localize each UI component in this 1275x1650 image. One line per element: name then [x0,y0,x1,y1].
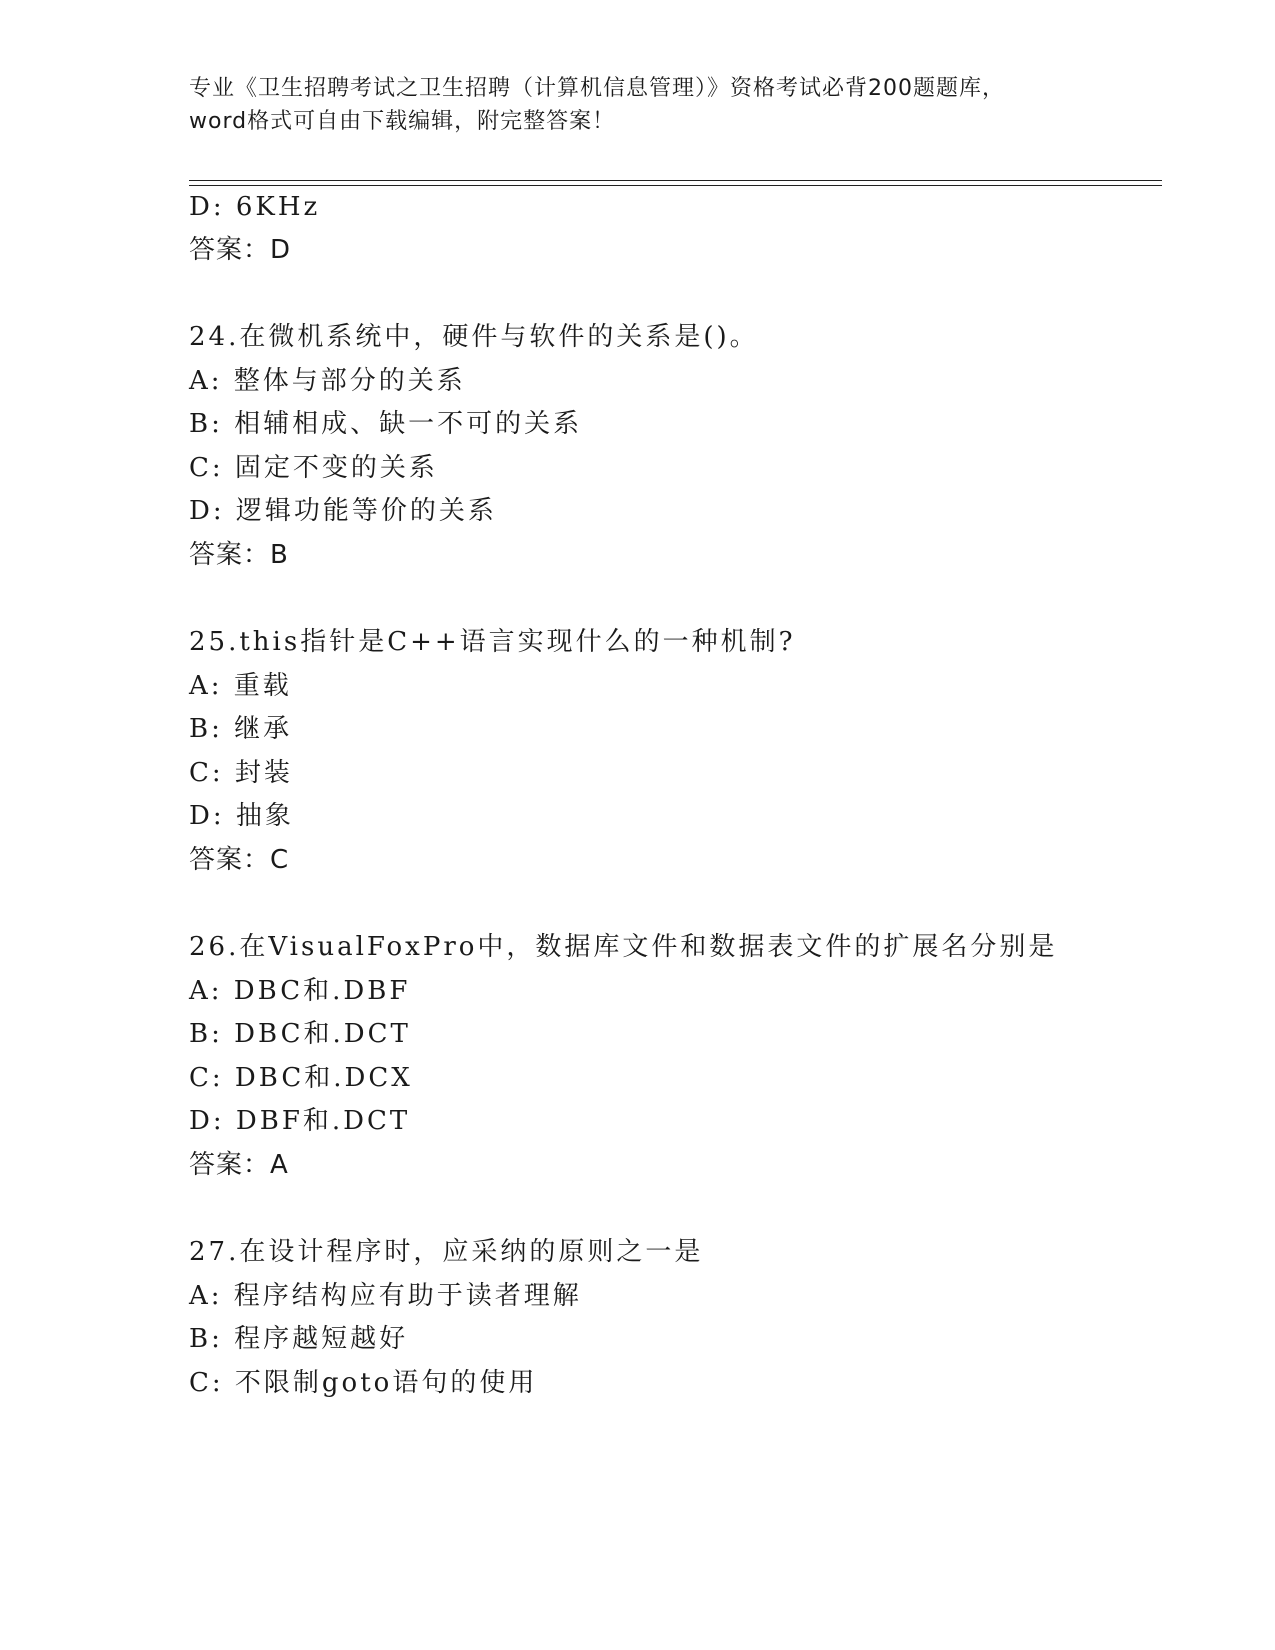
question-25-stem: 25.this指针是C++语言实现什么的一种机制? [189,627,796,657]
question-26-option-d: D: DBF和.DCT [189,1106,411,1136]
question-25-option-d: D: 抽象 [189,801,294,831]
question-26-stem: 26.在VisualFoxPro中，数据库文件和数据表文件的扩展名分别是 [189,932,1058,962]
question-25-answer: 答案：C [189,845,290,875]
prev-option-d: D: 6KHz [189,192,321,222]
question-24-answer: 答案：B [189,540,289,570]
question-24-option-b: B: 相辅相成、缺一不可的关系 [189,409,583,439]
question-25-option-c: C: 封装 [189,758,293,788]
question-24-option-a: A: 整体与部分的关系 [189,366,466,396]
question-25-option-a: A: 重载 [189,671,292,701]
question-26-option-b: B: DBC和.DCT [189,1019,411,1049]
header-divider-top [189,180,1162,181]
question-27-option-b: B: 程序越短越好 [189,1324,409,1354]
question-27-option-a: A: 程序结构应有助于读者理解 [189,1281,582,1311]
question-27-option-c: C: 不限制goto语句的使用 [189,1368,538,1398]
header-divider-bottom [189,185,1162,186]
header-title-line-2: word格式可自由下载编辑，附完整答案！ [189,109,616,134]
question-24-option-d: D: 逻辑功能等价的关系 [189,496,497,526]
header-title-line-1: 专业《卫生招聘考试之卫生招聘（计算机信息管理）》资格考试必背200题题库， [189,76,1005,101]
question-25-option-b: B: 继承 [189,714,293,744]
question-27-stem: 27.在设计程序时，应采纳的原则之一是 [189,1237,704,1267]
prev-answer: 答案：D [189,235,292,265]
question-26-answer: 答案：A [189,1150,289,1180]
document-header [189,72,1089,138]
question-26-option-c: C: DBC和.DCX [189,1063,413,1093]
question-26-option-a: A: DBC和.DBF [189,976,411,1006]
question-24-stem: 24.在微机系统中，硬件与软件的关系是()。 [189,322,759,352]
question-24-option-c: C: 固定不变的关系 [189,453,438,483]
